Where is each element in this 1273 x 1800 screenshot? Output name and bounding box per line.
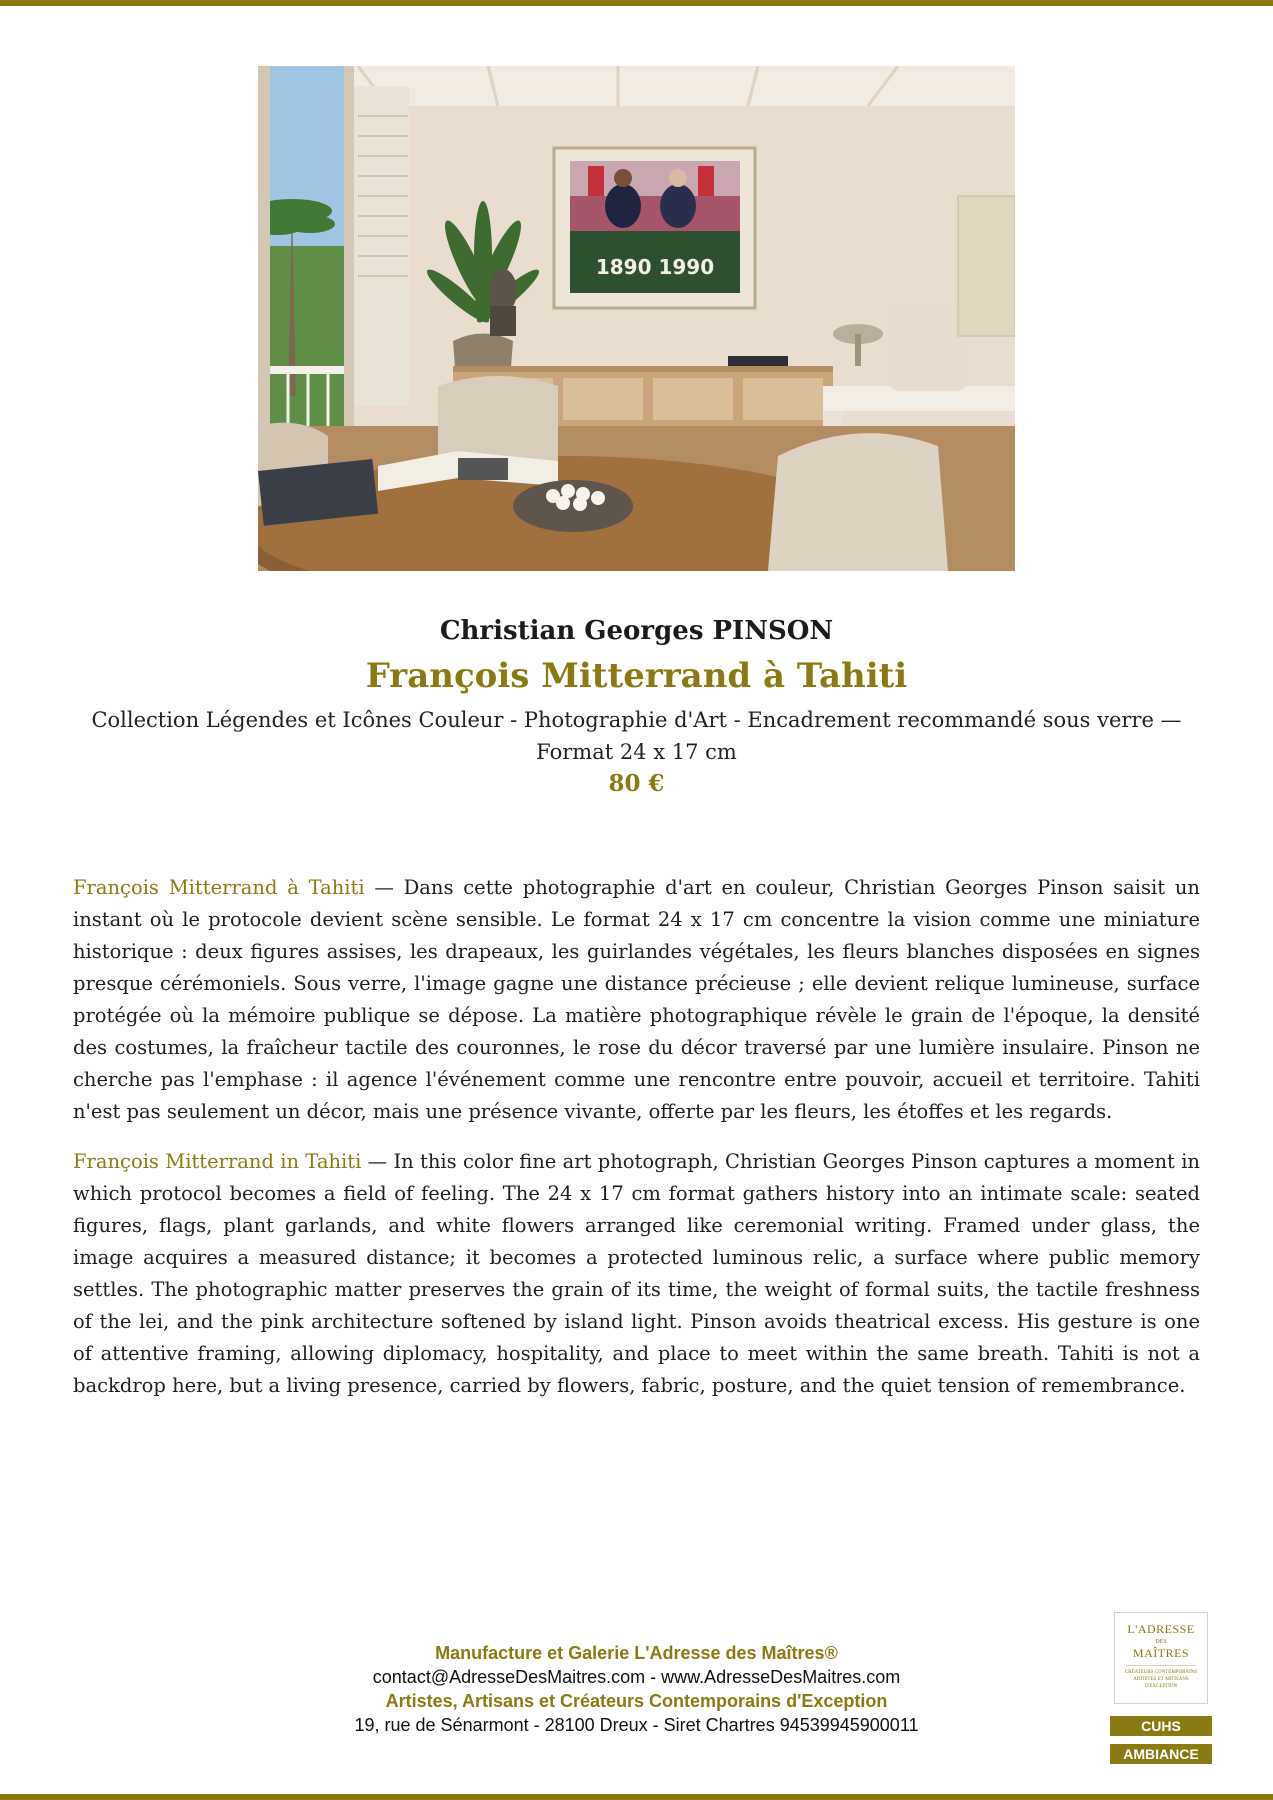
- description-en-lead: François Mitterrand in Tahiti: [73, 1150, 362, 1173]
- description-fr-text: — Dans cette photographie d'art en couleur, Christian Georges Pinson saisit un instant où le protocole devient scène sensible. Le format 24 x 17 cm concentre la vision comme une miniature historique : deux figures assises, les drapeaux, les guirlandes végétales, les fleurs blanches disposées en signes presque cérémoniels. Sous verre, l'image gagne une distance précieuse ; elle devient relique lumineuse, surface protégée où la mémoire publique se dépose. La matière photographique révèle le grain de l'époque, la densité des costumes, la fraîcheur tactile des couronnes, le rose du décor traversé par une lumière insulaire. Pinson ne cherche pas l'emphase : il agence l'événement comme une rencontre entre pouvoir, accueil et territoire. Tahiti n'est pas seulement un décor, mais une présence vivante, offerte par les fleurs, les étoffes et les regards.: [73, 876, 1200, 1123]
- interior-photo: [258, 66, 1015, 571]
- badge-ambiance: AMBIANCE: [1110, 1744, 1212, 1764]
- artwork-header: [60, 612, 1213, 800]
- artwork-price: 80 €: [608, 770, 665, 797]
- artwork-subtitle: Collection Légendes et Icônes Couleur - Photographie d'Art - Encadrement recommandé sous verre — Format 24 x 17 cm: [91, 708, 1182, 764]
- artwork-title: François Mitterrand à Tahiti: [365, 656, 908, 696]
- footer: [280, 1641, 993, 1737]
- badge-cuhs: CUHS: [1110, 1716, 1212, 1736]
- bottom-border-bar: [0, 1794, 1273, 1800]
- logo-line1: L'ADRESSE: [1127, 1622, 1195, 1636]
- footer-gallery-name: Manufacture et Galerie L'Adresse des Maîtres®: [435, 1643, 838, 1663]
- description-fr-lead: François Mitterrand à Tahiti: [73, 876, 365, 899]
- logo-divider: [1126, 1665, 1196, 1666]
- logo-line4: CRÉATEURS CONTEMPORAINS ARTISTES ET ARTISANS D'EXCEPTION: [1124, 1670, 1198, 1689]
- logo-line2: DES: [1155, 1639, 1167, 1645]
- painting-text: 1890 1990: [595, 255, 715, 279]
- top-border-bar: [0, 0, 1273, 6]
- description-en-text: — In this color fine art photograph, Christian Georges Pinson captures a moment in which protocol becomes a field of feeling. The 24 x 17 cm format gathers history into an intimate scale: seated figures, flags, plant garlands, and white flowers arranged like ceremonial writing. Framed under glass, the image acquires a measured distance; it becomes a protected luminous relic, a surface where public memory settles. The photographic matter preserves the grain of its time, the weight of formal suits, the tactile freshness of the lei, and the pink architecture softened by island light. Pinson avoids theatrical excess. His gesture is one of attentive framing, allowing diplomacy, hospitality, and place to meet within the same breath. Tahiti is not a backdrop here, but a living presence, carried by flowers, fabric, posture, and the quiet tension of remembrance.: [73, 1150, 1200, 1397]
- artist-name: Christian Georges PINSON: [439, 616, 834, 646]
- footer-address: 19, rue de Sénarmont - 28100 Dreux - Siret Chartres 94539945900011: [354, 1715, 919, 1735]
- footer-tagline: Artistes, Artisans et Créateurs Contemporains d'Exception: [385, 1691, 888, 1711]
- description-en: [73, 1146, 1200, 1402]
- gallery-logo: [1114, 1612, 1208, 1704]
- footer-contact: contact@AdresseDesMaitres.com - www.AdresseDesMaitres.com: [372, 1667, 901, 1687]
- description-fr: [73, 872, 1200, 1128]
- logo-line3: MAÎTRES: [1132, 1646, 1190, 1660]
- description: [73, 872, 1200, 1420]
